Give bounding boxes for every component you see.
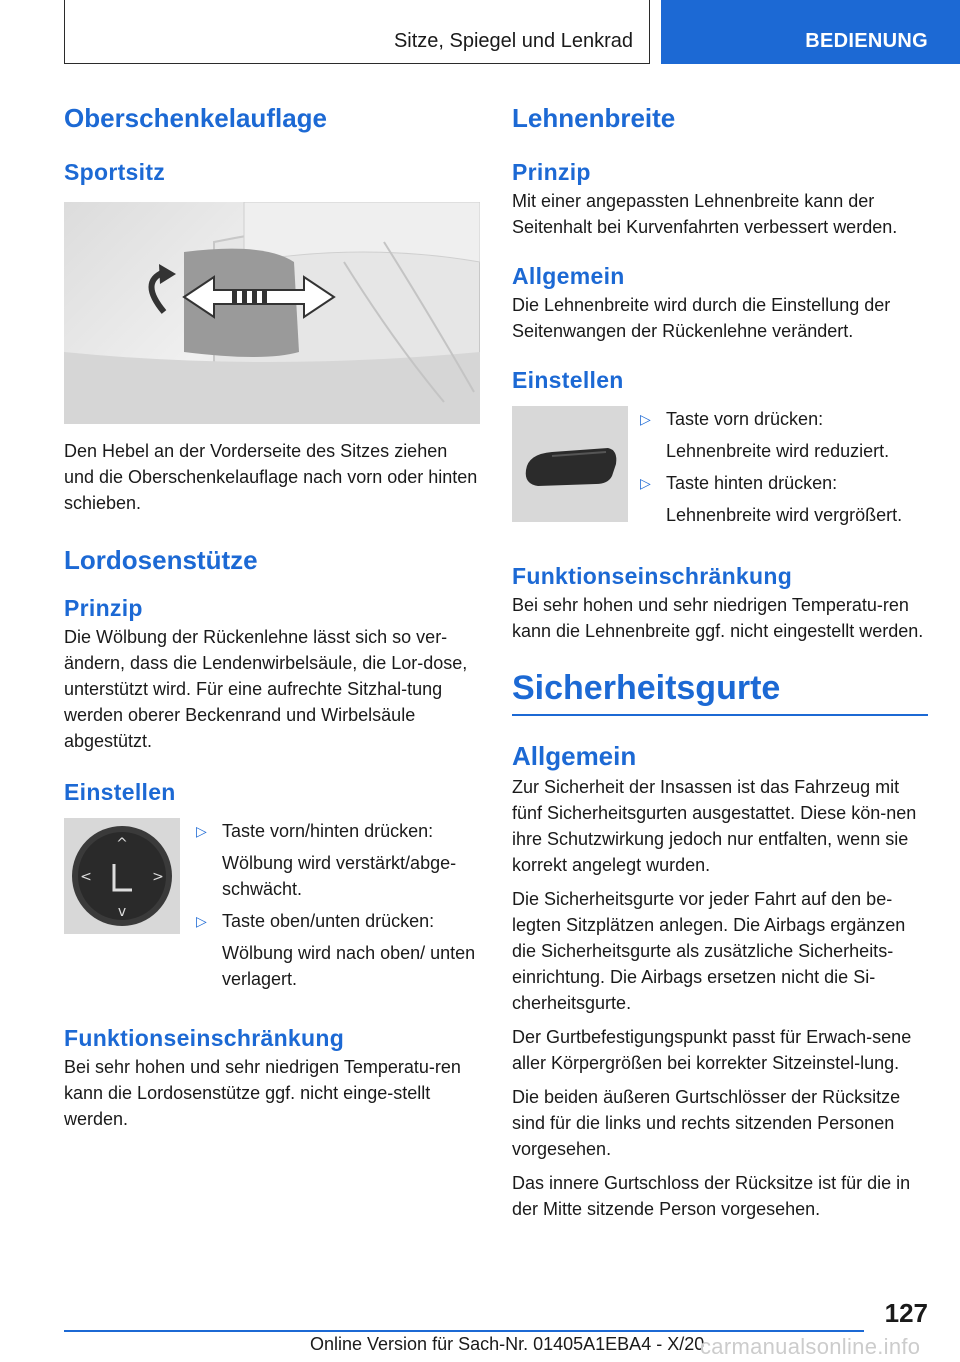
- lumbar-switch-icon: [64, 818, 180, 934]
- belts-paragraph-3: Der Gurtbefestigungspunkt passt für Erwach-sene aller Körpergrößen bei korrekter Sitzeinstel-lung.: [512, 1027, 912, 1073]
- triangle-bullet-icon: ▷: [640, 411, 651, 427]
- svg-text:>: >: [152, 869, 164, 885]
- list-item-action: Taste hinten drücken:: [666, 473, 838, 493]
- belts-paragraph-5: Das innere Gurtschloss der Rücksitze ist für die in der Mitte sitzende Person vorgesehen.: [512, 1173, 911, 1219]
- belts-paragraph-1: Zur Sicherheit der Insassen ist das Fahrzeug mit fünf Sicherheitsgurten ausgestattet. Diese kön-nen ihre Schutzwirkung jedoch nur entfalten, wenn sie korrekt angelegt wurden.: [512, 777, 917, 875]
- list-item-result: Lehnenbreite wird vergrößert.: [666, 505, 903, 525]
- svg-text:^: ^: [116, 836, 128, 852]
- watermark: carmanualsonline.info: [700, 1334, 921, 1359]
- footer-online-version: Online Version für Sach-Nr. 01405A1EBA4 - X/20: [310, 1334, 705, 1354]
- lumbar-control-image: [64, 818, 180, 934]
- footer-divider: [64, 1330, 864, 1332]
- triangle-bullet-icon: ▷: [196, 823, 207, 839]
- thigh-support-text: Den Hebel an der Vorderseite des Sitzes ziehen und die Oberschenkelauflage nach vorn oder hinten schieben.: [64, 441, 478, 513]
- triangle-bullet-icon: ▷: [196, 913, 207, 929]
- right-column: [512, 100, 928, 1222]
- heading-sport-seat: Sportsitz: [64, 159, 166, 185]
- triangle-bullet-icon: ▷: [640, 475, 651, 491]
- header-chapter-box: [661, 0, 960, 64]
- list-item-action: Taste oben/unten drücken:: [222, 911, 435, 931]
- heading-width-general: Allgemein: [512, 263, 625, 289]
- heading-width-principle: Prinzip: [512, 159, 591, 185]
- header-section-title: Sitze, Spiegel und Lenkrad: [393, 30, 633, 52]
- heading-lumbar-principle: Prinzip: [64, 595, 143, 621]
- belts-paragraph-2: Die Sicherheitsgurte vor jeder Fahrt auf den be-legten Sitzplätzen anlegen. Die Airbags ergänzen die Sicherheitsgurte als zusätzliche Sicherheits-einrichtung. Die Airbags ersetzen nicht die Si-cherheitsgurte.: [512, 889, 906, 1013]
- width-principle-text: Mit einer angepassten Lehnenbreite kann der Seitenhalt bei Kurvenfahrten verbessert werden.: [512, 191, 898, 237]
- width-adjust-row: [512, 406, 928, 528]
- width-limitation-text: Bei sehr hohen und sehr niedrigen Temperatu-ren kann die Lehnenbreite ggf. nicht eingestellt werden.: [512, 595, 924, 641]
- heading-lumbar-support: Lordosenstütze: [64, 545, 258, 575]
- lumbar-limitation-text: Bei sehr hohen und sehr niedrigen Temperatu-ren kann die Lordosenstütze ggf. nicht einge-stellt werden.: [64, 1057, 461, 1129]
- seat-thigh-support-image: [64, 202, 480, 424]
- list-item-result: Lehnenbreite wird reduziert.: [666, 441, 890, 461]
- page-number: 127: [884, 1298, 928, 1328]
- heading-thigh-support: Oberschenkelauflage: [64, 103, 327, 133]
- list-item-result: Wölbung wird nach oben/ unten verlagert.: [222, 943, 476, 989]
- svg-text:v: v: [117, 904, 127, 920]
- seat-illustration: [64, 202, 480, 424]
- section-divider: [512, 714, 928, 716]
- list-item-result: Wölbung wird verstärkt/abge-schwächt.: [222, 853, 457, 899]
- heading-lumbar-adjust: Einstellen: [64, 779, 176, 805]
- list-item: [640, 470, 928, 496]
- lumbar-adjust-list: [180, 818, 480, 992]
- svg-text:<: <: [80, 869, 92, 885]
- list-item-action: Taste vorn/hinten drücken:: [222, 821, 434, 841]
- heading-width-adjust: Einstellen: [512, 367, 624, 393]
- header-chapter-title: BEDIENUNG: [805, 30, 928, 52]
- list-item: [196, 908, 480, 934]
- heading-backrest-width: Lehnenbreite: [512, 103, 676, 133]
- width-switch-icon: [512, 406, 628, 522]
- heading-belts-general: Allgemein: [512, 741, 637, 771]
- list-item: [640, 406, 928, 432]
- width-adjust-list: [628, 406, 928, 528]
- belts-paragraph-4: Die beiden äußeren Gurtschlösser der Rücksitze sind für die links und rechts sitzenden Personen vorgesehen.: [512, 1087, 901, 1159]
- left-column: [64, 100, 480, 1132]
- heading-seat-belts: Sicherheitsgurte: [512, 669, 781, 707]
- list-item: [196, 818, 480, 844]
- width-control-image: [512, 406, 628, 522]
- lumbar-adjust-row: [64, 818, 480, 992]
- heading-lumbar-limitation: Funktionseinschränkung: [64, 1025, 345, 1051]
- heading-width-limitation: Funktionseinschränkung: [512, 563, 793, 589]
- header-section-box: [64, 0, 650, 64]
- width-general-text: Die Lehnenbreite wird durch die Einstellung der Seitenwangen der Rückenlehne verändert.: [512, 295, 891, 341]
- lumbar-principle-text: Die Wölbung der Rückenlehne lässt sich so ver-ändern, dass die Lendenwirbelsäule, die Lor-dose, unterstützt wird. Für eine aufrechte Sitzhal-tung werden oberer Beckenrand und Wirbelsäule abgestützt.: [64, 627, 468, 751]
- list-item-action: Taste vorn drücken:: [666, 409, 824, 429]
